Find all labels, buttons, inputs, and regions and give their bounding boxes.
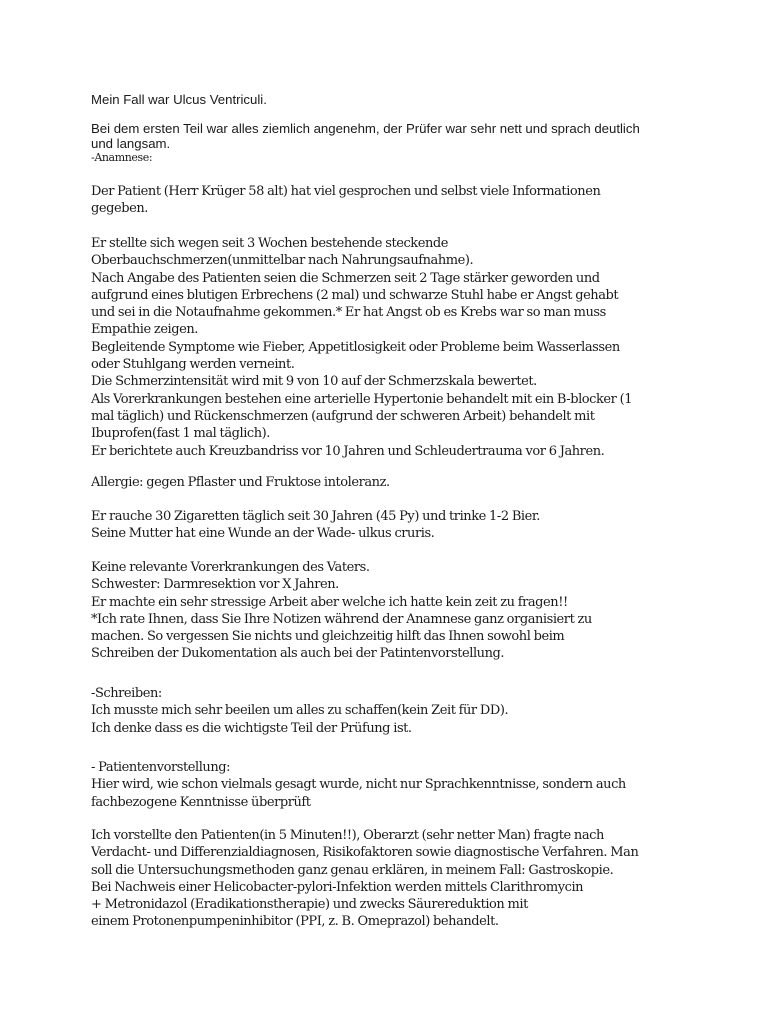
text-line: Die Schmerzintensität wird mit 9 von 10 auf der Schmerzskala bewertet. bbox=[91, 374, 537, 390]
intro-paragraph bbox=[91, 121, 640, 151]
text-line: *Ich rate Ihnen, dass Sie Ihre Notizen während der Anamnese ganz organisiert zu bbox=[91, 611, 592, 627]
text-line: Schwester: Darmresektion vor X Jahren. bbox=[91, 577, 339, 593]
section-heading: - Patientenvorstellung: bbox=[91, 760, 231, 775]
document-title: Mein Fall war Ulcus Ventriculi. bbox=[91, 92, 267, 107]
patient-paragraph bbox=[91, 183, 600, 218]
text-line: Bei Nachweis einer Helicobacter-pylori-Infektion werden mittels Clarithromycin bbox=[91, 879, 584, 895]
text-line: Er stellte sich wegen seit 3 Wochen bestehende steckende bbox=[91, 236, 449, 251]
text-line: Nach Angabe des Patienten seien die Schmerzen seit 2 Tage stärker geworden und bbox=[91, 270, 600, 286]
text-line: einem Protonenpumpeninhibitor (PPI, z. B. Omeprazol) behandelt. bbox=[91, 914, 499, 930]
text-line: mal täglich) und Rückenschmerzen (aufgrund der schweren Arbeit) behandelt mit bbox=[91, 408, 595, 424]
schreiben-section bbox=[91, 685, 508, 737]
section-heading: -Schreiben: bbox=[91, 686, 162, 701]
text-line: Oberbauchschmerzen(unmittelbar nach Nahrungsaufnahme). bbox=[91, 253, 474, 269]
allergy-paragraph: Allergie: gegen Pflaster und Fruktose intoleranz. bbox=[91, 475, 390, 490]
text-line: Der Patient (Herr Krüger 58 alt) hat viel gesprochen und selbst viele Informationen bbox=[91, 184, 601, 199]
text-line: Schreiben der Dukomentation als auch bei der Patintenvorstellung. bbox=[91, 646, 505, 662]
text-line: Er berichtete auch Kreuzbandriss vor 10 Jahren und Schleudertrauma vor 6 Jahren. bbox=[91, 443, 605, 459]
text-line: Hier wird, wie schon vielmals gesagt wurde, nicht nur Sprachkenntnisse, sondern auch bbox=[91, 777, 626, 793]
text-line: Als Vorerkrankungen bestehen eine arterielle Hypertonie behandelt mit ein B-blocker (1 bbox=[91, 391, 633, 407]
text-line: Seine Mutter hat eine Wunde an der Wade- ulkus cruris. bbox=[91, 526, 435, 542]
text-line: + Metronidazol (Eradikationstherapie) und zwecks Säurereduktion mit bbox=[91, 897, 528, 913]
text-line: machen. So vergessen Sie nichts und gleichzeitig hilft das Ihnen sowohl beim bbox=[91, 629, 565, 645]
habits-paragraph bbox=[91, 508, 540, 543]
family-paragraph bbox=[91, 559, 592, 663]
text-line: Keine relevante Vorerkrankungen des Vaters. bbox=[91, 560, 370, 575]
text-line: oder Stuhlgang werden verneint. bbox=[91, 357, 295, 373]
patientenvorstellung-section bbox=[91, 759, 626, 811]
symptoms-paragraph bbox=[91, 235, 632, 460]
text-line: und langsam. bbox=[91, 136, 171, 151]
text-line: Empathie zeigen. bbox=[91, 322, 198, 338]
text-line: soll die Untersuchungsmethoden ganz genau erklären, in meinem Fall: Gastroskopie. bbox=[91, 862, 614, 878]
text-line: Ich denke dass es die wichtigste Teil der Prüfung ist. bbox=[91, 720, 412, 736]
final-paragraph bbox=[91, 827, 638, 931]
text-line: Er rauche 30 Zigaretten täglich seit 30 Jahren (45 Py) und trinke 1-2 Bier. bbox=[91, 509, 540, 524]
text-line: Bei dem ersten Teil war alles ziemlich angenehm, der Prüfer war sehr nett und sprach deutlich bbox=[91, 121, 640, 136]
text-line: aufgrund eines blutigen Erbrechens (2 mal) und schwarze Stuhl habe er Angst gehabt bbox=[91, 287, 619, 303]
text-line: Begleitende Symptome wie Fieber, Appetitlosigkeit oder Probleme beim Wasserlassen bbox=[91, 339, 620, 355]
text-line: fachbezogene Kenntnisse überprüft bbox=[91, 794, 311, 810]
text-line: Ich musste mich sehr beeilen um alles zu schaffen(kein Zeit für DD). bbox=[91, 703, 509, 719]
text-line: Ibuprofen(fast 1 mal täglich). bbox=[91, 426, 270, 442]
text-line: Ich vorstellte den Patienten(in 5 Minuten!!), Oberarzt (sehr netter Man) fragte nach bbox=[91, 828, 604, 843]
text-line: Verdacht- und Differenzialdiagnosen, Risikofaktoren sowie diagnostische Verfahren. Man bbox=[91, 845, 639, 861]
text-line: gegeben. bbox=[91, 201, 148, 217]
anamnese-heading: -Anamnese: bbox=[91, 151, 153, 164]
text-line: und sei in die Notaufnahme gekommen.* Er hat Angst ob es Krebs war so man muss bbox=[91, 305, 606, 321]
text-line: Er machte ein sehr stressige Arbeit aber welche ich hatte kein zeit zu fragen!! bbox=[91, 594, 568, 610]
